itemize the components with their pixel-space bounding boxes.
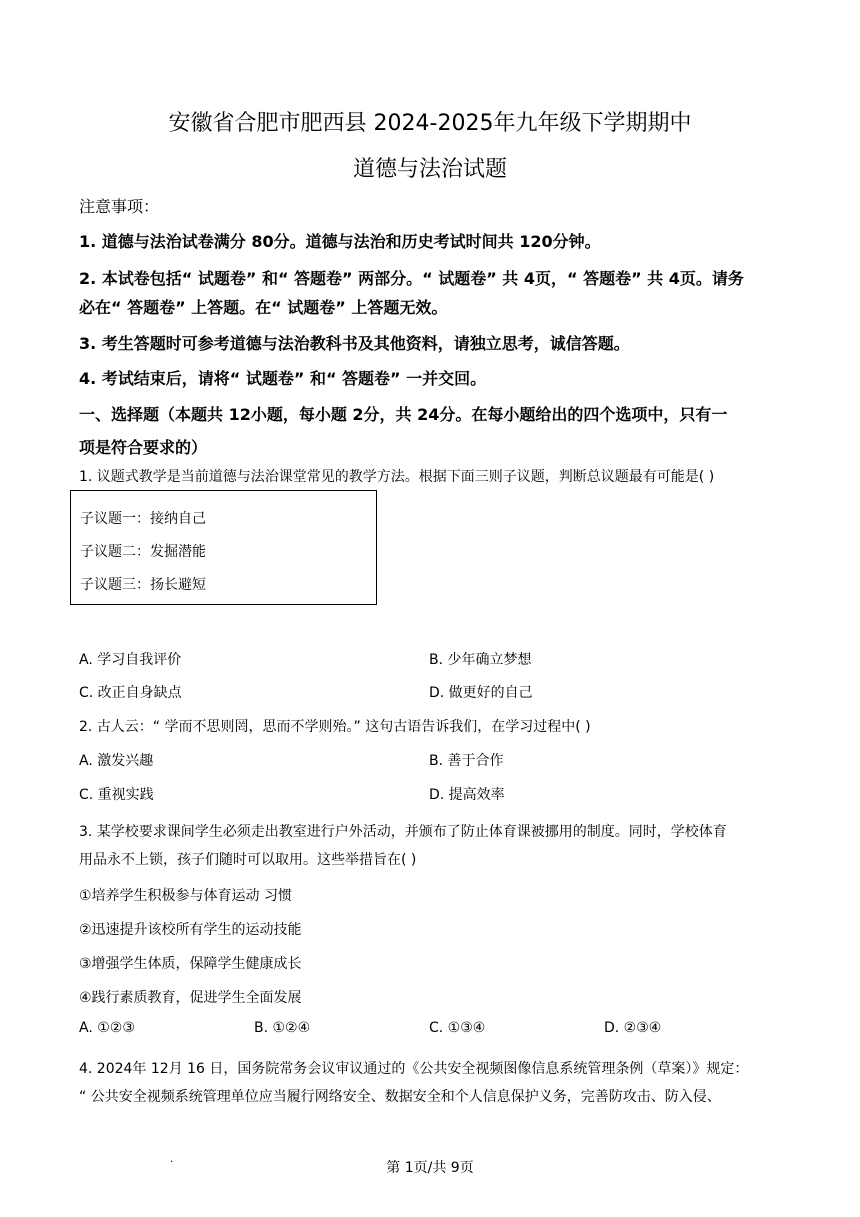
document-title: 安徽省合肥市肥西县 2024-2025年九年级下学期期中 [168,111,692,136]
q3-option-d: D. ②③④ [604,1020,662,1036]
q2-option-a: A. 激发兴趣 [79,753,154,769]
q3-item-4: ④践行素质教育，促进学生全面发展 [79,990,302,1006]
q3-option-a: A. ①②③ [79,1020,135,1036]
q2-option-c: C. 重视实践 [79,787,154,803]
note-2-line2: 必在“ 答题卷” 上答题。在“ 试题卷” 上答题无效。 [79,298,448,317]
sub-topic-2: 子议题二：发掘潜能 [80,544,206,560]
document-subtitle: 道德与法治试题 [352,157,507,182]
q1-option-d: D. 做更好的自己 [429,685,533,701]
note-3: 3. 考生答题时可参考道德与法治教科书及其他资料，请独立思考，诚信答题。 [79,334,630,353]
question-3-stem-line1: 3. 某学校要求课间学生必须走出教室进行户外活动，并颁布了防止体育课被挪用的制度。同时，学校体育 [79,824,727,840]
q1-option-a: A. 学习自我评价 [79,652,182,668]
page-number: 第 1页/共 9页 [386,1160,474,1176]
question-2-stem: 2. 古人云：“ 学而不思则罔，思而不学则殆。” 这句古语告诉我们，在学习过程中( ) [79,719,591,735]
question-4-stem-line1: 4. 2024年 12月 16 日，国务院常务会议审议通过的《公共安全视频图像信息系统管理条例（草案）》规定： [79,1061,749,1077]
question-4-stem-line2: “ 公共安全视频系统管理单位应当履行网络安全、数据安全和个人信息保护义务，完善防攻击、防入侵、 [79,1089,721,1105]
q3-item-2: ②迅速提升该校所有学生的运动技能 [79,922,302,938]
footer-dot: . [170,1154,174,1165]
q3-item-1: ①培养学生积极参与体育运动 习惯 [79,888,293,904]
q1-option-b: B. 少年确立梦想 [429,652,532,668]
question-3-stem-line2: 用品永不上锁，孩子们随时可以取用。这些举措旨在( ) [79,852,417,868]
q3-option-b: B. ①②④ [254,1020,311,1036]
section-heading-line2: 项是符合要求的） [79,438,208,457]
q3-item-3: ③增强学生体质，保障学生健康成长 [79,956,302,972]
section-heading-line1: 一、选择题（本题共 12小题，每小题 2分，共 24分。在每小题给出的四个选项中，只有一 [79,405,728,424]
note-2-line1: 2. 本试卷包括“ 试题卷” 和“ 答题卷” 两部分。“ 试题卷” 共 4页，“ 答题卷” 共 4页。请务 [79,269,744,288]
q1-option-c: C. 改正自身缺点 [79,685,182,701]
note-1: 1. 道德与法治试卷满分 80分。道德与法治和历史考试时间共 120分钟。 [79,232,601,251]
q2-option-d: D. 提高效率 [429,787,505,803]
notes-heading: 注意事项： [79,197,160,216]
sub-topic-3: 子议题三：扬长避短 [80,577,206,593]
q2-option-b: B. 善于合作 [429,753,504,769]
sub-topic-box [70,490,377,605]
q3-option-c: C. ①③④ [429,1020,486,1036]
note-4: 4. 考试结束后，请将“ 试题卷” 和“ 答题卷” 一并交回。 [79,369,487,388]
sub-topic-1: 子议题一：接纳自己 [80,511,206,527]
question-1-stem: 1. 议题式教学是当前道德与法治课堂常见的教学方法。根据下面三则子议题，判断总议题最有可能是( ) [79,469,715,485]
